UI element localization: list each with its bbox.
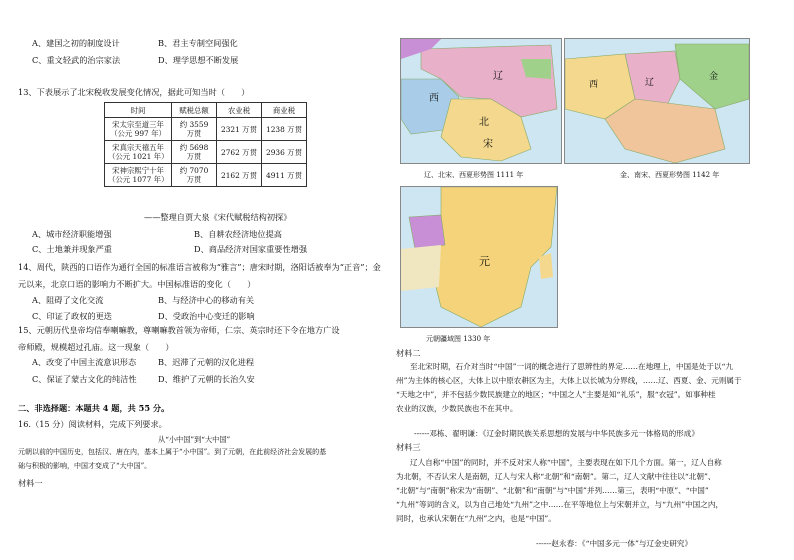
q14-option-a: A、阻碍了文化交流 (32, 295, 104, 305)
table-cell-comm: 1238 万贯 (262, 118, 307, 141)
map-liao-song-xixia (400, 38, 562, 164)
q12-option-c: C、重文轻武的治宗家法 (32, 55, 121, 65)
map2-label: 辽 (645, 78, 655, 88)
material3-line3: “北朝”与“南朝”称宋为“南朝”、“北朝”和“南朝”与“中国”并列……第三，表明“中原”、“中国” (396, 486, 709, 495)
table-cell-total: 约 3559 万贯 (172, 118, 217, 141)
table-header: 时间 (105, 103, 172, 118)
q15-option-c: C、保证了蒙古文化的纯洁性 (32, 374, 137, 384)
map1-label: 宋 (483, 139, 493, 150)
nansong-region (605, 99, 725, 163)
table-cell-comm: 2936 万贯 (262, 141, 307, 164)
chagatai-region (409, 215, 445, 249)
q14-option-b: B、与经济中心的移动有关 (158, 295, 255, 305)
table-row (105, 141, 307, 164)
material3-line1: 辽人自称“中国”的同时，并不反对宋人称“中国”，主要表现在如下几个方面。第一，辽人自称 (410, 458, 722, 467)
material2-line2: 州”为主体的核心区，大体上以中原农耕区为主，大体上以长城为分界线，……辽、西夏、金、元则属于 (396, 376, 742, 385)
q15-option-a: A、改变了中国主流意识形态 (32, 357, 137, 367)
table-row (105, 164, 307, 187)
material3-line5: 同时，也承认宋朝在“九州”之内，也是“中国”。 (396, 514, 556, 523)
table-cell-agri: 2762 万贯 (217, 141, 262, 164)
table-cell-agri: 2162 万贯 (217, 164, 262, 187)
map1-label: 西 (429, 93, 439, 104)
table-cell-agri: 2321 万贯 (217, 118, 262, 141)
section-heading: 二、非选择题：本题共 4 题，共 55 分。 (18, 403, 170, 413)
q13-option-a: A、城市经济职能增强 (32, 229, 112, 239)
q15-option-d: D、维护了元朝的长治久安 (158, 374, 255, 384)
yuan-region (431, 187, 557, 327)
map-yuan-territory (400, 186, 558, 328)
southwest-region (401, 245, 441, 291)
material2-label: 材料二 (396, 348, 421, 358)
q13-option-d: D、商品经济对国家重要性增强 (194, 244, 308, 254)
q12-option-a: A、建国之初的制度设计 (32, 38, 120, 48)
table-header: 农业税 (217, 103, 262, 118)
table-cell-period: 宋太宗至道三年 （公元 997 年） (105, 118, 172, 141)
q13-option-b: B、自耕农经济地位提高 (194, 229, 282, 239)
material2-source: ------邓栋、翟明谦：《辽金时期民族关系思想的发展与中华民族多元一体格局的形成》 (414, 429, 699, 438)
table-cell-period: 宋真宗天禧五年 （公元 1021 年） (105, 141, 172, 164)
material3-line4: “九州”等词的含义，以为自己地处“九州”之中……在平等地位上与宋朝并立，与“九州”中国之内， (396, 500, 724, 509)
material3-line2: 为北朝，不否认宋人是南朝，辽人与宋人称“北朝”和“南朝”。第二，辽人文献中往往以“北朝”、 (396, 472, 716, 481)
table-cell-comm: 4911 万贯 (262, 164, 307, 187)
map1-label: 辽 (493, 71, 503, 82)
q13-source: ——整理自贾大泉《宋代赋税结构初探》 (144, 212, 292, 222)
q14-stem-line1: 14、周代，陕西的口语作为通行全国的标准语言被称为“雅言”；唐宋时期，洛阳话被奉为“正音”；金 (18, 262, 381, 272)
map1-svg (401, 39, 561, 163)
material2-line1: 至北宋时期，石介对当时“中国”一词的概念进行了思辨性的界定……在地理上，中国是处于以“九 (410, 362, 733, 371)
table-header-row (105, 103, 307, 118)
material-title: 从“小中国”到“大中国” (158, 435, 231, 444)
material2-line4: 农业的汉族，少数民族也不在其中。 (396, 404, 518, 413)
tax-table (104, 102, 307, 187)
q12-option-b: B、君主专制空间强化 (158, 38, 238, 48)
map2-caption: 金、南宋、西夏形势图 1142 年 (620, 171, 720, 179)
map-jin-nansong-xixia (564, 38, 750, 164)
q16-stem: 16.（15 分）阅读材料，完成下列要求。 (18, 419, 167, 429)
q13-option-c: C、土地兼并现象严重 (32, 244, 112, 254)
map1-caption: 辽、北宋、西夏形势图 1111 年 (424, 171, 524, 179)
material-paragraph-line1: 元朝以前的中国历史，包括汉、唐在内，基本上属于“小中国”。到了元朝，在此前经济社会发展的基 (18, 448, 327, 456)
table-cell-total: 约 5698 万贯 (172, 141, 217, 164)
material3-label: 材料三 (396, 442, 421, 452)
q13-stem: 13、下表展示了北宋税收发展变化情况，据此可知当时（ ） (18, 87, 250, 97)
q14-option-d: D、受政治中心变迁的影响 (158, 311, 255, 321)
q15-stem-line1: 15、元朝历代皇帝均信奉喇嘛教，尊喇嘛教首领为帝师，仁宗、英宗时还下令在地方广设 (18, 325, 340, 335)
table-row (105, 118, 307, 141)
q12-option-d: D、理学思想不断发展 (158, 55, 239, 65)
map2-label: 金 (709, 72, 719, 82)
table-header: 商业税 (262, 103, 307, 118)
table-header: 赋税总额 (172, 103, 217, 118)
map3-caption: 元朝疆域图 1330 年 (426, 335, 491, 343)
q14-stem-line2: 元以来，北京口语的影响力不断扩大。中国标准语的变化（ ） (18, 279, 256, 289)
map1-label: 北 (479, 117, 489, 128)
q14-option-c: C、印证了政权的更迭 (32, 311, 112, 321)
material2-line3: “天地之中”，并不包括少数民族建立的地区；“中国之人”主要是知“礼乐”，服“衣冠”。如事种桂 (396, 390, 716, 399)
table-cell-total: 约 7070 万贯 (172, 164, 217, 187)
q15-stem-line2: 帝师殿，规模超过孔庙。这一现象（ ） (18, 342, 174, 352)
q15-option-b: B、迟滞了元朝的汉化进程 (158, 357, 255, 367)
material3-source: ------赵永春：《“中国多元一体”与辽金史研究》 (536, 539, 693, 548)
map2-label: 西 (589, 80, 599, 90)
table-cell-period: 宋神宗熙宁十年 （公元 1077 年） (105, 164, 172, 187)
material1-label: 材料一 (18, 478, 43, 488)
map2-svg (565, 39, 749, 163)
korea-region (539, 253, 553, 279)
map3-label: 元 (479, 255, 490, 268)
material-paragraph-line2: 础与积极的影响，中国才变成了“大中国”。 (18, 462, 152, 470)
